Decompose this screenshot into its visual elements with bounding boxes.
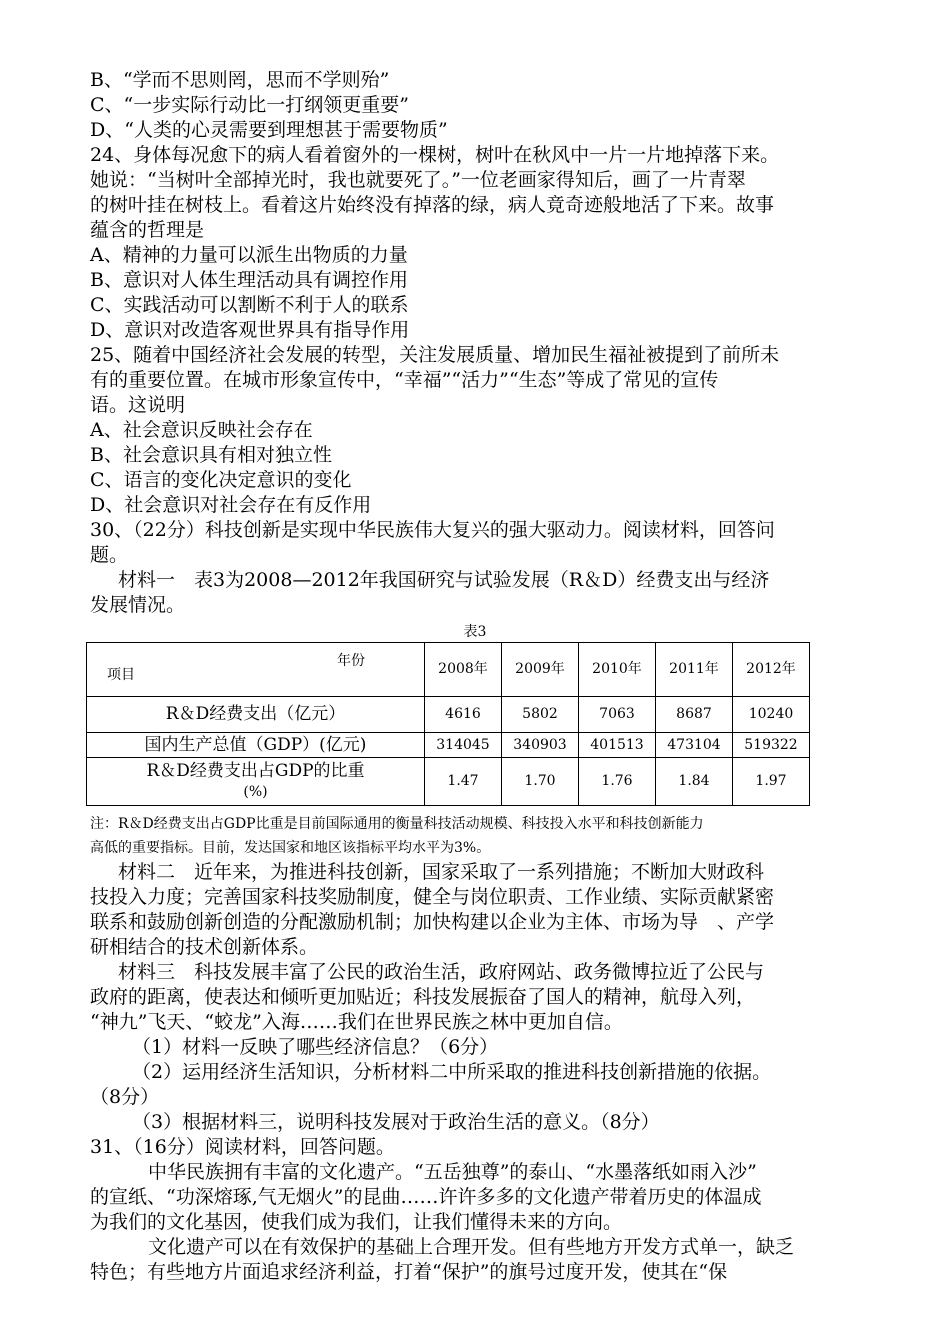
row-label: R＆D经费支出（亿元） [87,697,425,733]
table-cell: 1.70 [502,758,579,806]
q23-option-b: B、“学而不思则罔，思而不学则殆” [90,69,390,91]
table-cell: 1.47 [425,758,502,806]
table-cell: 473104 [656,733,733,758]
table-cell: 340903 [502,733,579,758]
rd-table [86,642,810,806]
q24-option-d: D、意识对改造客观世界具有指导作用 [90,319,410,341]
q25-stem-line: 有的重要位置。在城市形象宣传中，“幸福”“活力”“生态”等成了常见的宣传 [90,369,719,391]
material3-line: “神九”飞天、“蛟龙”入海……我们在世界民族之林中更加自信。 [90,1011,623,1033]
q24-option-b: B、意识对人体生理活动具有调控作用 [90,269,408,291]
material1-line: 材料一 表3为2008—2012年我国研究与试验发展（R＆D）经费支出与经济 [118,569,770,591]
q25-option-b: B、社会意识具有相对独立性 [90,444,332,466]
q24-option-c: C、实践活动可以割断不利于人的联系 [90,294,409,316]
row-label-unit: (%) [243,783,268,800]
header-year-label: 年份 [337,653,365,669]
q24-option-a: A、精神的力量可以派生出物质的力量 [90,244,408,266]
q24-stem-line: 她说：“当树叶全部掉光时，我也就要死了。”一位老画家得知后，画了一片青翠 [90,169,746,191]
table-cell: 519322 [733,733,810,758]
row-label-line: R＆D经费支出占GDP的比重 [146,760,365,781]
table-cell: 8687 [656,697,733,733]
material2-line: 材料二 近年来，为推进科技创新，国家采取了一系列措施；不断加大财政科 [118,861,765,883]
q31-stem-line: 31、（16分）阅读材料，回答问题。 [90,1136,395,1158]
material2-line: 研相结合的技术创新体系。 [90,936,319,958]
q30-sub-question-1: （1）材料一反映了哪些经济信息？（6分） [132,1036,499,1058]
table-row [87,697,810,733]
q25-option-a: A、社会意识反映社会存在 [90,419,313,441]
table-cell: 7063 [579,697,656,733]
q24-stem-line: 蕴含的哲理是 [90,219,205,241]
q24-stem-line: 的树叶挂在树枝上。看着这片始终没有掉落的绿，病人竟奇迹般地活了下来。故事 [90,194,775,216]
row-label [87,758,425,806]
q25-option-d: D、社会意识对社会存在有反作用 [90,494,372,516]
row-label: 国内生产总值（GDP）(亿元) [87,733,425,758]
table-caption: 表3 [463,624,487,640]
table-cell: 1.97 [733,758,810,806]
material2-line: 技投入力度；完善国家科技奖励制度，健全与岗位职责、工作业绩、实际贡献紧密 [90,886,775,908]
table-cell: 401513 [579,733,656,758]
year-header: 2009年 [502,643,579,697]
q24-stem-line: 24、身体每况愈下的病人看着窗外的一棵树，树叶在秋风中一片一片地掉落下来。 [90,144,780,166]
table-row [87,733,810,758]
q31-para1-line: 的宣纸、“功深熔琢,气无烟火”的昆曲……许许多多的文化遗产带着历史的体温成 [90,1186,762,1208]
q31-para2-line: 文化遗产可以在有效保护的基础上合理开发。但有些地方开发方式单一，缺乏 [148,1236,795,1258]
table-header-row [87,643,810,697]
table-note-line: 高低的重要指标。目前，发达国家和地区该指标平均水平为3%。 [90,840,491,856]
q23-option-c: C、“一步实际行动比一打纲领更重要” [90,94,409,116]
q25-stem-line: 25、随着中国经济社会发展的转型，关注发展质量、增加民生福祉被提到了前所未 [90,344,780,366]
table-cell: 10240 [733,697,810,733]
table-note-line: 注：R＆D经费支出占GDP比重是目前国际通用的衡量科技活动规模、科技投入水平和科技创新能力 [90,816,704,832]
header-item-label: 项目 [107,667,135,683]
q23-option-d: D、“人类的心灵需要到理想甚于需要物质” [90,119,448,141]
q30-stem-line: 30、（22分）科技创新是实现中华民族伟大复兴的强大驱动力。阅读材料，回答问 [90,519,775,541]
material2-line: 联系和鼓励创新创造的分配激励机制；加快构建以企业为主体、市场为导 、产学 [90,911,775,933]
q30-sub-question-2: （2）运用经济生活知识，分析材料二中所采取的推进科技创新措施的依据。 [132,1061,772,1083]
year-header: 2008年 [425,643,502,697]
material3-line: 材料三 科技发展丰富了公民的政治生活，政府网站、政务微博拉近了公民与 [118,961,765,983]
q31-para1-line: 中华民族拥有丰富的文化遗产。“五岳独尊”的泰山、“水墨落纸如雨入沙” [148,1161,757,1183]
material1-line: 发展情况。 [90,594,186,616]
table-cell: 1.76 [579,758,656,806]
table-cell: 5802 [502,697,579,733]
q31-para2-line: 特色；有些地方片面追求经济利益，打着“保护”的旗号过度开发，使其在“保 [90,1261,728,1283]
q25-option-c: C、语言的变化决定意识的变化 [90,469,352,491]
q30-stem-line: 题。 [90,544,129,566]
q31-para1-line: 为我们的文化基因，使我们成为我们，让我们懂得未来的方向。 [90,1211,623,1233]
year-header: 2012年 [733,643,810,697]
table-cell: 1.84 [656,758,733,806]
year-header: 2011年 [656,643,733,697]
table-corner-cell [87,643,425,697]
q25-stem-line: 语。这说明 [90,394,186,416]
table-row [87,758,810,806]
material3-line: 政府的距离，使表达和倾听更加贴近；科技发展振奋了国人的精神，航母入列， [90,986,756,1008]
table-cell: 4616 [425,697,502,733]
table-cell: 314045 [425,733,502,758]
year-header: 2010年 [579,643,656,697]
q30-sub-question-2-score: （8分） [90,1086,160,1108]
q30-sub-question-3: （3）根据材料三，说明科技发展对于政治生活的意义。（8分） [132,1111,660,1133]
